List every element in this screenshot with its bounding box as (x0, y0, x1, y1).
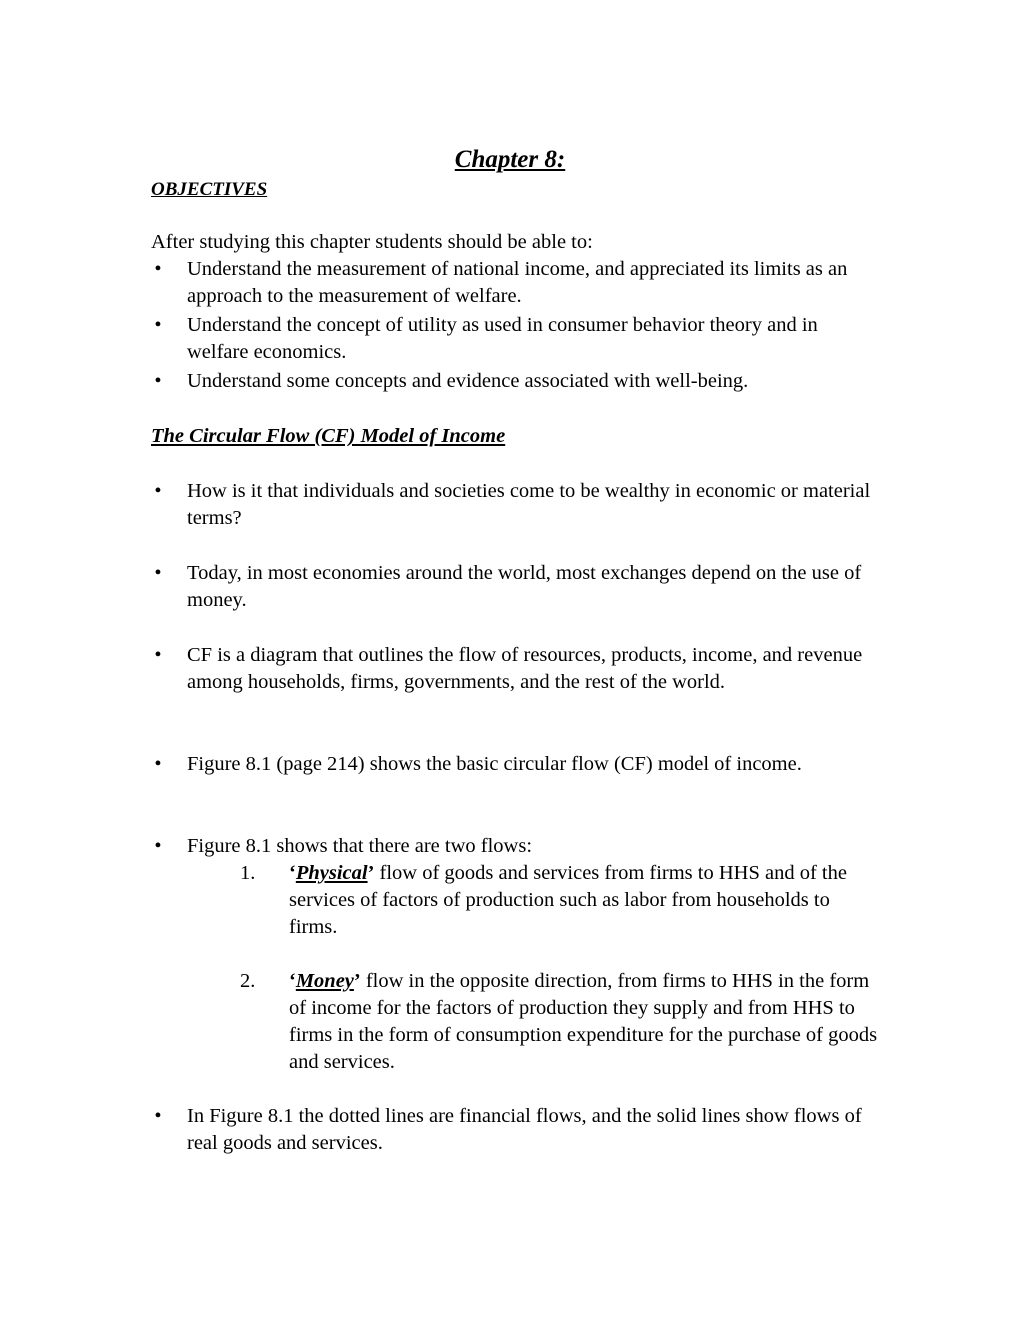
bullet-icon: • (154, 644, 162, 666)
flow-text (289, 860, 880, 941)
bullet-icon: • (154, 1105, 162, 1127)
close-quote: ’ (367, 862, 375, 884)
bullet-icon: • (154, 753, 162, 775)
bullet-icon: • (154, 480, 162, 502)
point-item (151, 560, 871, 614)
point-text: Figure 8.1 (page 214) shows the basic circular flow (CF) model of income. (187, 753, 802, 775)
bullet-icon: • (154, 835, 162, 857)
flow-item (240, 968, 880, 1076)
point-text: Today, in most economies around the world, most exchanges depend on the use of money. (187, 562, 862, 611)
flow-keyword: Money (295, 970, 354, 992)
open-quote: ‘ (289, 970, 296, 992)
objective-text: Understand the measurement of national income, and appreciated its limits as an approach to the measurement of welfare. (187, 258, 848, 307)
chapter-title: Chapter 8: (454, 146, 566, 173)
point-text: How is it that individuals and societies come to be wealthy in economic or material terms? (187, 480, 871, 529)
flow-text (289, 968, 880, 1076)
point-text: Figure 8.1 shows that there are two flows: (187, 835, 533, 857)
close-quote: ’ (353, 970, 361, 992)
bullet-icon: • (154, 314, 162, 336)
flow-number: 2. (240, 970, 256, 992)
objective-text: Understand the concept of utility as used in consumer behavior theory and in welfare economics. (187, 314, 818, 363)
point-item (151, 833, 871, 860)
bullet-icon: • (154, 370, 162, 392)
objective-text: Understand some concepts and evidence associated with well-being. (187, 370, 749, 392)
objectives-heading: OBJECTIVES (151, 179, 268, 200)
point-item (151, 751, 871, 778)
open-quote: ‘ (289, 862, 296, 884)
objective-item (151, 256, 871, 310)
point-text: CF is a diagram that outlines the flow of resources, products, income, and revenue among households, firms, governments, and the rest of the world. (187, 644, 863, 693)
intro-text: After studying this chapter students should be able to: (151, 231, 593, 253)
objective-item (151, 368, 871, 395)
flow-keyword: Physical (295, 862, 368, 884)
objective-item (151, 312, 871, 366)
flow-description: flow in the opposite direction, from firms to HHS in the form of income for the factors of production they supply and from HHS to firms in the form of consumption expenditure for the purchase of goods and services. (289, 970, 878, 1073)
point-item (151, 642, 871, 696)
flow-item (240, 860, 880, 941)
section-title: The Circular Flow (CF) Model of Income (151, 425, 506, 447)
bullet-icon: • (154, 258, 162, 280)
flow-number: 1. (240, 862, 256, 884)
point-item (151, 1103, 871, 1157)
point-text: In Figure 8.1 the dotted lines are financial flows, and the solid lines show flows of real goods and services. (187, 1105, 862, 1154)
point-item (151, 478, 871, 532)
flow-description: flow of goods and services from firms to HHS and of the services of factors of production such as labor from households to firms. (289, 862, 847, 938)
bullet-icon: • (154, 562, 162, 584)
